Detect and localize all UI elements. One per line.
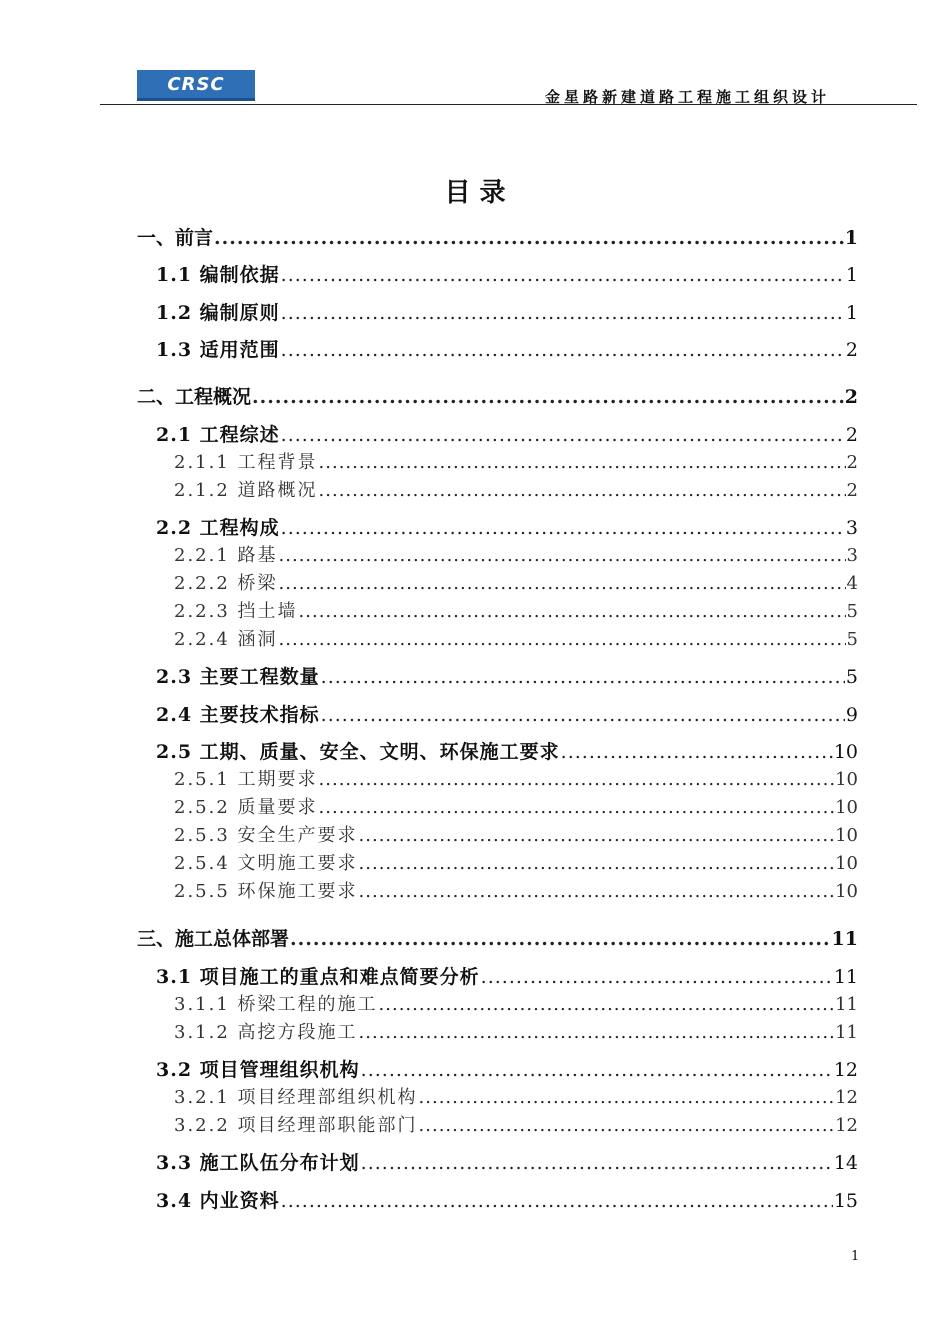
toc-entry-title: 2.3 主要工程数量 [156, 666, 320, 688]
toc-entry-page: 9 [845, 704, 858, 726]
toc-leader-dots [281, 300, 845, 326]
toc-entry-title: 2.2.1 路基 [174, 545, 278, 566]
toc-entry-title: 2.5.3 安全生产要求 [174, 825, 358, 846]
toc-entry-page: 15 [833, 1190, 858, 1212]
toc-leader-dots [319, 478, 846, 504]
toc-entry[interactable] [174, 478, 858, 504]
toc-entry[interactable] [156, 262, 858, 288]
toc-entry-page: 11 [833, 966, 858, 988]
toc-leader-dots [252, 384, 844, 410]
page-number: 1 [851, 1249, 860, 1264]
toc-entry[interactable] [156, 664, 858, 690]
toc-leader-dots [361, 1150, 833, 1176]
toc-entry-page: 5 [845, 666, 858, 688]
toc-entry-title: 二、工程概况 [137, 386, 252, 408]
toc-entry-title: 3.1 项目施工的重点和难点简要分析 [156, 966, 480, 988]
toc-entry-page: 2 [845, 339, 858, 361]
toc-entry-page: 2 [846, 480, 858, 501]
toc-entry-page: 5 [846, 601, 858, 622]
toc-entry[interactable] [156, 1150, 858, 1176]
toc-entry-title: 1.2 编制原则 [156, 302, 280, 324]
toc-entry-title: 3.3 施工队伍分布计划 [156, 1152, 360, 1174]
toc-entry-page: 12 [835, 1115, 858, 1136]
toc-entry[interactable] [174, 599, 858, 625]
toc-entry-title: 2.1.2 道路概况 [174, 480, 318, 501]
toc-entry-page: 3 [846, 545, 858, 566]
toc-entry[interactable] [156, 300, 858, 326]
toc-entry[interactable] [174, 795, 858, 821]
toc-leader-dots [214, 225, 844, 251]
toc-entry-page: 10 [833, 741, 858, 763]
toc-entry-page: 10 [835, 853, 858, 874]
toc-leader-dots [319, 795, 835, 821]
toc-entry[interactable] [174, 627, 858, 653]
toc-leader-dots [561, 739, 833, 765]
toc-entry[interactable] [156, 964, 858, 990]
toc-leader-dots [279, 627, 846, 653]
toc-leader-dots [359, 1020, 835, 1046]
toc-entry-page: 3 [845, 517, 858, 539]
toc-entry-page: 14 [833, 1152, 858, 1174]
header-divider [100, 104, 917, 105]
toc-entry-title: 2.5.1 工期要求 [174, 769, 318, 790]
toc-entry-title: 3.4 内业资料 [156, 1190, 280, 1212]
toc-entry[interactable] [174, 851, 858, 877]
toc-leader-dots [359, 823, 835, 849]
toc-entry[interactable] [174, 1020, 858, 1046]
toc-entry[interactable] [156, 702, 858, 728]
toc-leader-dots [281, 515, 845, 541]
toc-entry-title: 2.5 工期、质量、安全、文明、环保施工要求 [156, 741, 560, 763]
toc-entry[interactable] [174, 1085, 858, 1111]
toc-leader-dots [319, 767, 835, 793]
toc-entry[interactable] [174, 1113, 858, 1139]
toc-leader-dots [299, 599, 846, 625]
toc-leader-dots [319, 450, 846, 476]
toc-entry[interactable] [174, 992, 858, 1018]
toc-entry-title: 3.2 项目管理组织机构 [156, 1059, 360, 1081]
toc-entry[interactable] [174, 767, 858, 793]
toc-entry-title: 2.2 工程构成 [156, 517, 280, 539]
toc-entry-page: 11 [835, 994, 858, 1015]
toc-entry[interactable] [156, 1188, 858, 1214]
toc-entry[interactable] [137, 225, 858, 251]
toc-entry-page: 4 [846, 573, 858, 594]
toc-entry-page: 12 [835, 1087, 858, 1108]
toc-title: 目 录 [444, 178, 506, 208]
toc-entry-page: 11 [835, 1022, 858, 1043]
toc-entry[interactable] [137, 384, 858, 410]
toc-entry-title: 3.1.2 高挖方段施工 [174, 1022, 358, 1043]
toc-entry-title: 2.5.4 文明施工要求 [174, 853, 358, 874]
crsc-logo [137, 70, 255, 101]
toc-entry-title: 2.1 工程综述 [156, 424, 280, 446]
logo-text: CRSC [167, 73, 225, 95]
toc-entry[interactable] [174, 823, 858, 849]
toc-entry-title: 2.5.2 质量要求 [174, 797, 318, 818]
document-header-title: 金星路新建道路工程施工组织设计 [544, 88, 830, 106]
toc-entry-page: 10 [835, 769, 858, 790]
toc-entry-page: 2 [845, 424, 858, 446]
toc-entry[interactable] [156, 515, 858, 541]
toc-leader-dots [290, 926, 831, 952]
toc-entry-page: 1 [845, 302, 858, 324]
toc-leader-dots [359, 879, 835, 905]
toc-entry-title: 1.1 编制依据 [156, 264, 280, 286]
toc-entry-page: 2 [844, 386, 858, 408]
toc-entry-title: 三、施工总体部署 [137, 928, 290, 950]
toc-entry-page: 1 [845, 264, 858, 286]
toc-entry[interactable] [174, 543, 858, 569]
toc-leader-dots [419, 1113, 835, 1139]
toc-entry[interactable] [156, 739, 858, 765]
toc-leader-dots [321, 702, 845, 728]
toc-entry-page: 11 [831, 928, 858, 950]
toc-entry-title: 2.2.3 挡土墙 [174, 601, 298, 622]
toc-entry[interactable] [174, 879, 858, 905]
toc-entry-title: 1.3 适用范围 [156, 339, 280, 361]
toc-entry[interactable] [156, 422, 858, 448]
toc-entry[interactable] [174, 450, 858, 476]
toc-leader-dots [361, 1057, 833, 1083]
toc-leader-dots [279, 543, 846, 569]
toc-leader-dots [321, 664, 845, 690]
toc-entry[interactable] [156, 337, 858, 363]
toc-entry-title: 2.2.2 桥梁 [174, 573, 278, 594]
toc-leader-dots [281, 337, 845, 363]
toc-entry-title: 2.5.5 环保施工要求 [174, 881, 358, 902]
toc-entry-page: 5 [846, 629, 858, 650]
toc-leader-dots [281, 262, 845, 288]
toc-entry[interactable] [156, 1057, 858, 1083]
toc-entry-title: 3.2.2 项目经理部职能部门 [174, 1115, 418, 1136]
toc-entry[interactable] [137, 926, 858, 952]
toc-entry-page: 10 [835, 881, 858, 902]
toc-entry-page: 1 [844, 227, 858, 249]
toc-entry[interactable] [174, 571, 858, 597]
toc-leader-dots [281, 1188, 833, 1214]
toc-leader-dots [359, 851, 835, 877]
toc-leader-dots [379, 992, 835, 1018]
toc-entry-title: 3.1.1 桥梁工程的施工 [174, 994, 378, 1015]
toc-leader-dots [279, 571, 846, 597]
toc-leader-dots [281, 422, 845, 448]
toc-entry-page: 12 [833, 1059, 858, 1081]
toc-entry-title: 2.4 主要技术指标 [156, 704, 320, 726]
toc-leader-dots [419, 1085, 835, 1111]
toc-leader-dots [481, 964, 833, 990]
toc-entry-title: 2.1.1 工程背景 [174, 452, 318, 473]
toc-entry-page: 2 [846, 452, 858, 473]
toc-entry-page: 10 [835, 825, 858, 846]
toc-entry-title: 2.2.4 涵洞 [174, 629, 278, 650]
toc-entry-title: 一、前言 [137, 227, 214, 249]
toc-entry-page: 10 [835, 797, 858, 818]
toc-entry-title: 3.2.1 项目经理部组织机构 [174, 1087, 418, 1108]
